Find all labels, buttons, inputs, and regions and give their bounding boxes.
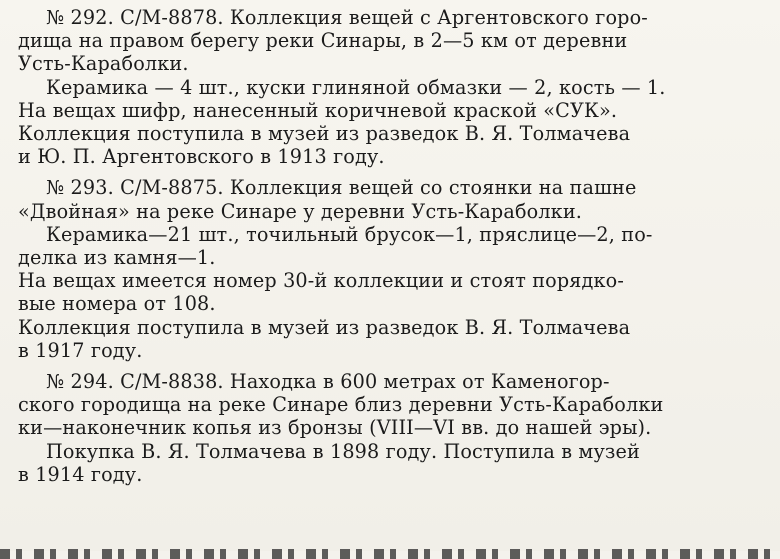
text-line: На вещах шифр, нанесенный коричневой краской «СУК». <box>18 98 618 122</box>
text-line: ского городища на реке Синаре близ деревни Усть-Караболки <box>18 393 664 417</box>
text-line: Покупка В. Я. Толмачева в 1898 году. Поступила в музей <box>46 439 640 463</box>
text-line: Керамика — 4 шт., куски глиняной обмазки — 2, кость — 1. <box>46 75 666 99</box>
entry-294 <box>18 370 764 486</box>
entry-292 <box>18 6 764 168</box>
text-line: Керамика—21 шт., точильный брусок—1, пряслице—2, по- <box>46 222 653 246</box>
text-line: в 1914 году. <box>18 462 143 486</box>
text-line: № 294. С/М-8838. Находка в 600 метрах от Каменогор- <box>46 370 610 394</box>
text-line: № 292. С/М-8878. Коллекция вещей с Аргентовского горо- <box>46 6 648 29</box>
text-line: На вещах имеется номер 30-й коллекции и стоят порядко- <box>18 269 624 293</box>
text-line: дища на правом берегу реки Синары, в 2—5 км от деревни <box>18 29 628 53</box>
text-line: и Ю. П. Аргентовского в 1913 году. <box>18 145 385 169</box>
entry-293 <box>18 176 764 362</box>
text-line: вые номера от 108. <box>18 292 216 316</box>
text-line: Коллекция поступила в музей из разведок В. Я. Толмачева <box>18 122 631 146</box>
text-line: «Двойная» на реке Синаре у деревни Усть-Караболки. <box>18 199 583 223</box>
text-line: делка из камня—1. <box>18 246 216 270</box>
text-line: Усть-Караболки. <box>18 52 189 76</box>
text-line: ки—наконечник копья из бронзы (VIII—VI вв. до нашей эры). <box>18 416 652 440</box>
text-line: в 1917 году. <box>18 338 143 362</box>
text-line: Коллекция поступила в музей из разведок В. Я. Толмачева <box>18 315 631 339</box>
text-line: № 293. С/М-8875. Коллекция вещей со стоянки на пашне <box>46 176 637 200</box>
